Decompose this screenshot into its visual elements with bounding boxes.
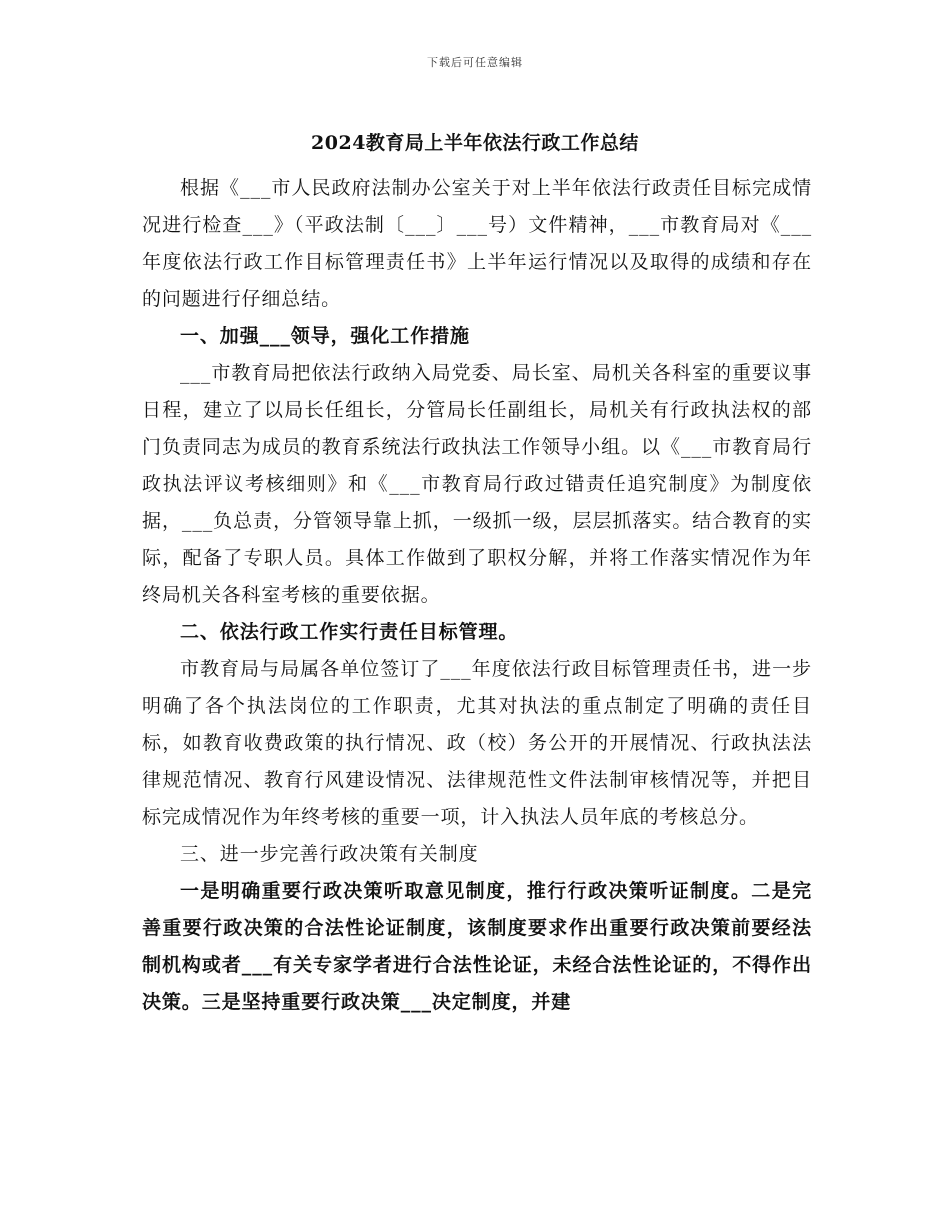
section-heading-1: 一、加强___领导，强化工作措施 (180, 325, 470, 347)
section-heading-3: 三、进一步完善行政决策有关制度 (180, 843, 479, 865)
section-2-paragraph: 市教育局与局属各单位签订了___年度依法行政目标管理责任书，进一步明确了各个执法岗位的工作职责，尤其对执法的重点制定了明确的责任目标，如教育收费政策的执行情况、政（校）务公开的开展情况、行政执法法律规范情况、教育行风建设情况、法律规范性文件法制审核情况等，并把目标完成情况作为年终考核的重要一项，计入执法人员年底的考核总分。 (142, 658, 812, 828)
section-heading-2: 二、依法行政工作实行责任目标管理。 (180, 621, 519, 643)
section-1-paragraph: ___市教育局把依法行政纳入局党委、局长室、局机关各科室的重要议事日程，建立了以局长任组长，分管局长任副组长，局机关有行政执法权的部门负责同志为成员的教育系统法行政执法工作领导小组。以《___市教育局行政执法评议考核细则》和《___市教育局行政过错责任追究制度》为制度依据，___负总责，分管领导靠上抓，一级抓一级，层层抓落实。结合教育的实际，配备了专职人员。具体工作做到了职权分解，并将工作落实情况作为年终局机关各科室考核的重要依据。 (142, 362, 812, 606)
section-3-paragraph: 一是明确重要行政决策听取意见制度，推行行政决策听证制度。二是完善重要行政决策的合法性论证制度，该制度要求作出重要行政决策前要经法制机构或者___有关专家学者进行合法性论证，未经合法性论证的，不得作出决策。三是坚持重要行政决策___决定制度，并建 (142, 880, 812, 1013)
document-title: 2024教育局上半年依法行政工作总结 (311, 132, 639, 154)
intro-paragraph: 根据《___市人民政府法制办公室关于对上半年依法行政责任目标完成情况进行检查___》（平政法制〔___〕___号）文件精神，___市教育局对《___年度依法行政工作目标管理责任书》上半年运行情况以及取得的成绩和存在的问题进行仔细总结。 (142, 177, 812, 310)
header-note: 下载后可任意编辑 (427, 56, 523, 69)
document-body (142, 170, 812, 1021)
